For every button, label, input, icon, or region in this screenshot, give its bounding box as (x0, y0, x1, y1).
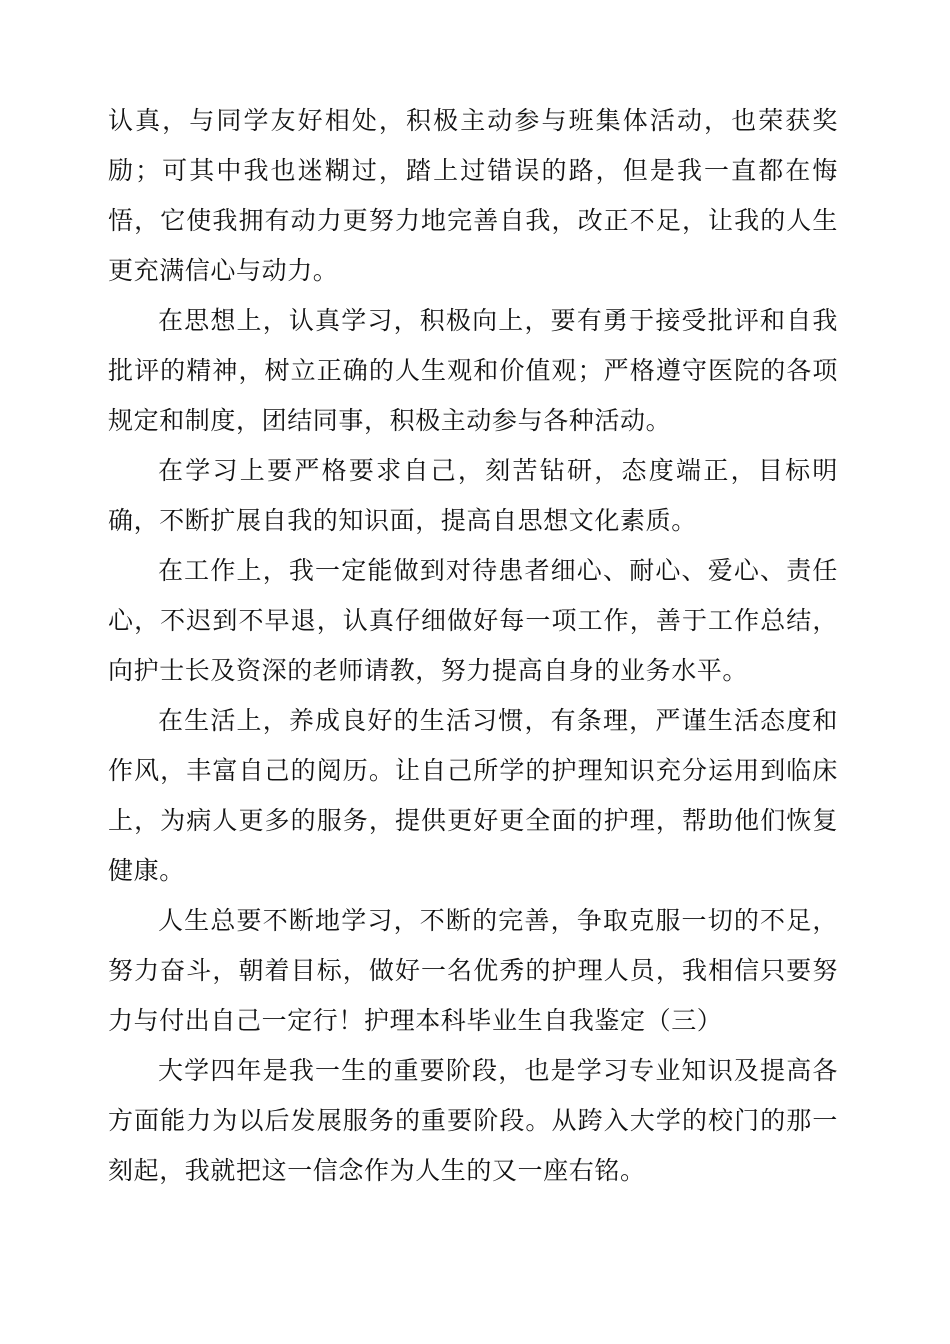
paragraph-6: 人生总要不断地学习，不断的完善，争取克服一切的不足，努力奋斗，朝着目标，做好一名优秀的护理人员，我相信只要努力与付出自己一定行！护理本科毕业生自我鉴定（三） (108, 906, 838, 1035)
paragraph-2: 在思想上，认真学习，积极向上，要有勇于接受批评和自我批评的精神，树立正确的人生观和价值观；严格遵守医院的各项规定和制度，团结同事，积极主动参与各种活动。 (108, 306, 838, 435)
paragraph-7: 大学四年是我一生的重要阶段，也是学习专业知识及提高各方面能力为以后发展服务的重要阶段。从跨入大学的校门的那一刻起，我就把这一信念作为人生的又一座右铭。 (108, 1056, 838, 1185)
paragraph-3: 在学习上要严格要求自己，刻苦钻研，态度端正，目标明确，不断扩展自我的知识面，提高自思想文化素质。 (108, 456, 838, 535)
paragraph-1: 认真，与同学友好相处，积极主动参与班集体活动，也荣获奖励；可其中我也迷糊过，踏上过错误的路，但是我一直都在悔悟，它使我拥有动力更努力地完善自我，改正不足，让我的人生更充满信心与动力。 (108, 106, 838, 285)
document-body (108, 96, 838, 1196)
paragraph-5: 在生活上，养成良好的生活习惯，有条理，严谨生活态度和作风，丰富自己的阅历。让自己所学的护理知识充分运用到临床上，为病人更多的服务，提供更好更全面的护理，帮助他们恢复健康。 (108, 706, 838, 885)
paragraph-4: 在工作上，我一定能做到对待患者细心、耐心、爱心、责任心，不迟到不早退，认真仔细做好每一项工作，善于工作总结，向护士长及资深的老师请教，努力提高自身的业务水平。 (108, 556, 838, 685)
